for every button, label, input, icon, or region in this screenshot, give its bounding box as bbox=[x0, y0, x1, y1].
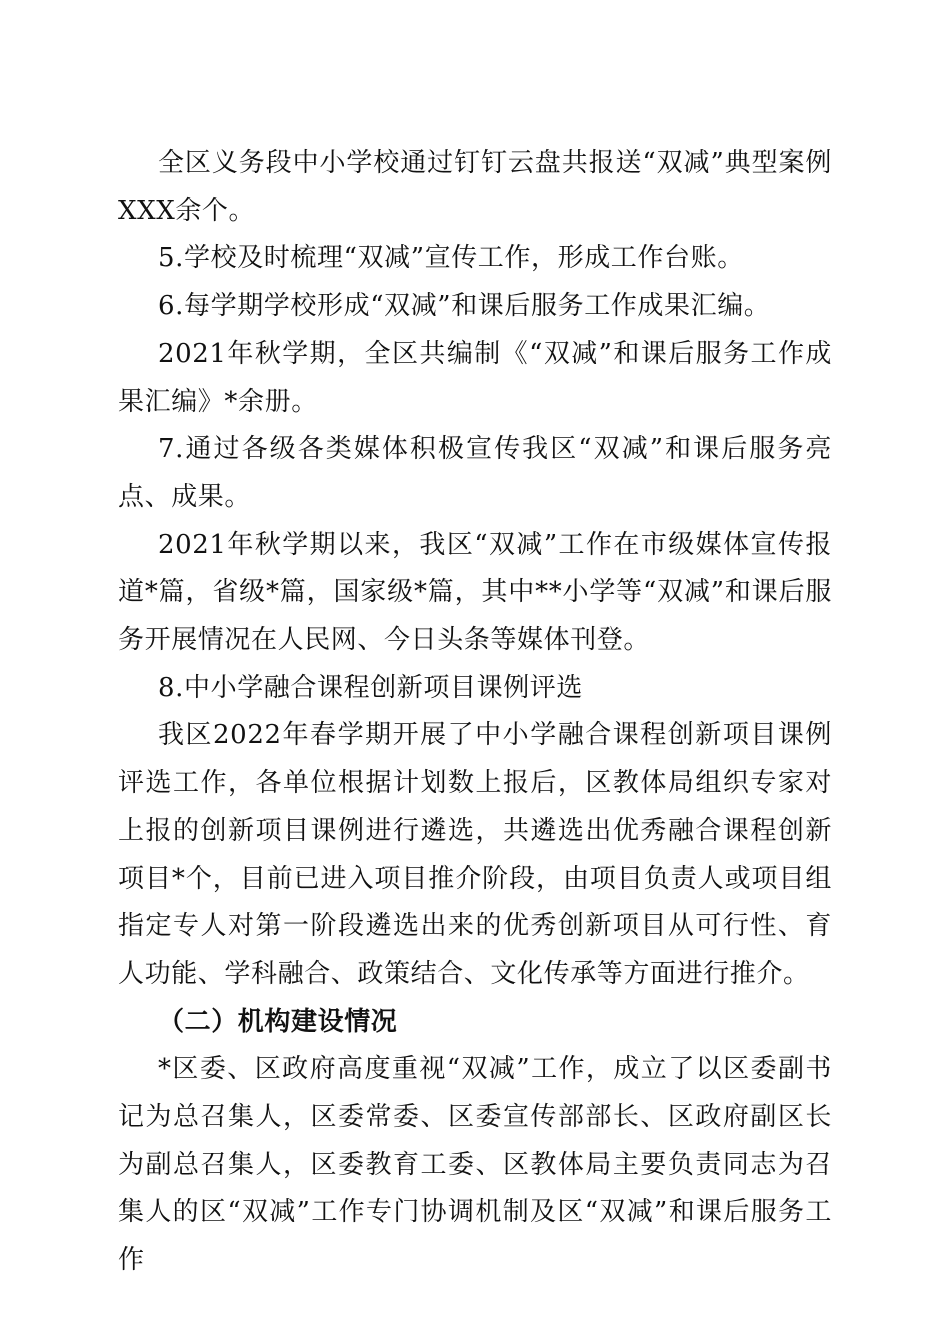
paragraph-item-8: 8.中小学融合课程创新项目课例评选 bbox=[158, 672, 584, 703]
section-heading: （二）机构建设情况 bbox=[158, 1006, 398, 1037]
paragraph-item-7: 7.通过各级各类媒体积极宣传我区“双减”和课后服务亮点、成果。 bbox=[118, 434, 832, 512]
paragraph-item-5: 5.学校及时梳理“双减”宣传工作，形成工作台账。 bbox=[158, 243, 744, 274]
paragraph-compilation: 2021年秋学期，全区共编制《“双减”和课后服务工作成果汇编》*余册。 bbox=[118, 338, 832, 417]
paragraph-case-report: 全区义务段中小学校通过钉钉云盘共报送“双减”典型案例XXX余个。 bbox=[118, 148, 832, 226]
paragraph-organization: *区委、区政府高度重视“双减”工作，成立了以区委副书记为总召集人，区委常委、区委宣传部部长、区政府副区长为副总召集人，区委教育工委、区教体局主要负责同志为召集人的区“双减”工作专门协调机制及区“双减”和课后服务工作 bbox=[118, 1054, 832, 1276]
paragraph-media-reports: 2021年秋学期以来，我区“双减”工作在市级媒体宣传报道*篇，省级*篇，国家级*篇，其中**小学等“双减”和课后服务开展情况在人民网、今日头条等媒体刊登。 bbox=[118, 529, 832, 656]
document-body bbox=[118, 140, 832, 1285]
paragraph-curriculum-selection: 我区2022年春学期开展了中小学融合课程创新项目课例评选工作，各单位根据计划数上报后，区教体局组织专家对上报的创新项目课例进行遴选，共遴选出优秀融合课程创新项目*个，目前已进入项目推介阶段，由项目负责人或项目组指定专人对第一阶段遴选出来的优秀创新项目从可行性、育人功能、学科融合、政策结合、文化传承等方面进行推介。 bbox=[118, 720, 832, 989]
paragraph-item-6: 6.每学期学校形成“双减”和课后服务工作成果汇编。 bbox=[158, 291, 771, 322]
